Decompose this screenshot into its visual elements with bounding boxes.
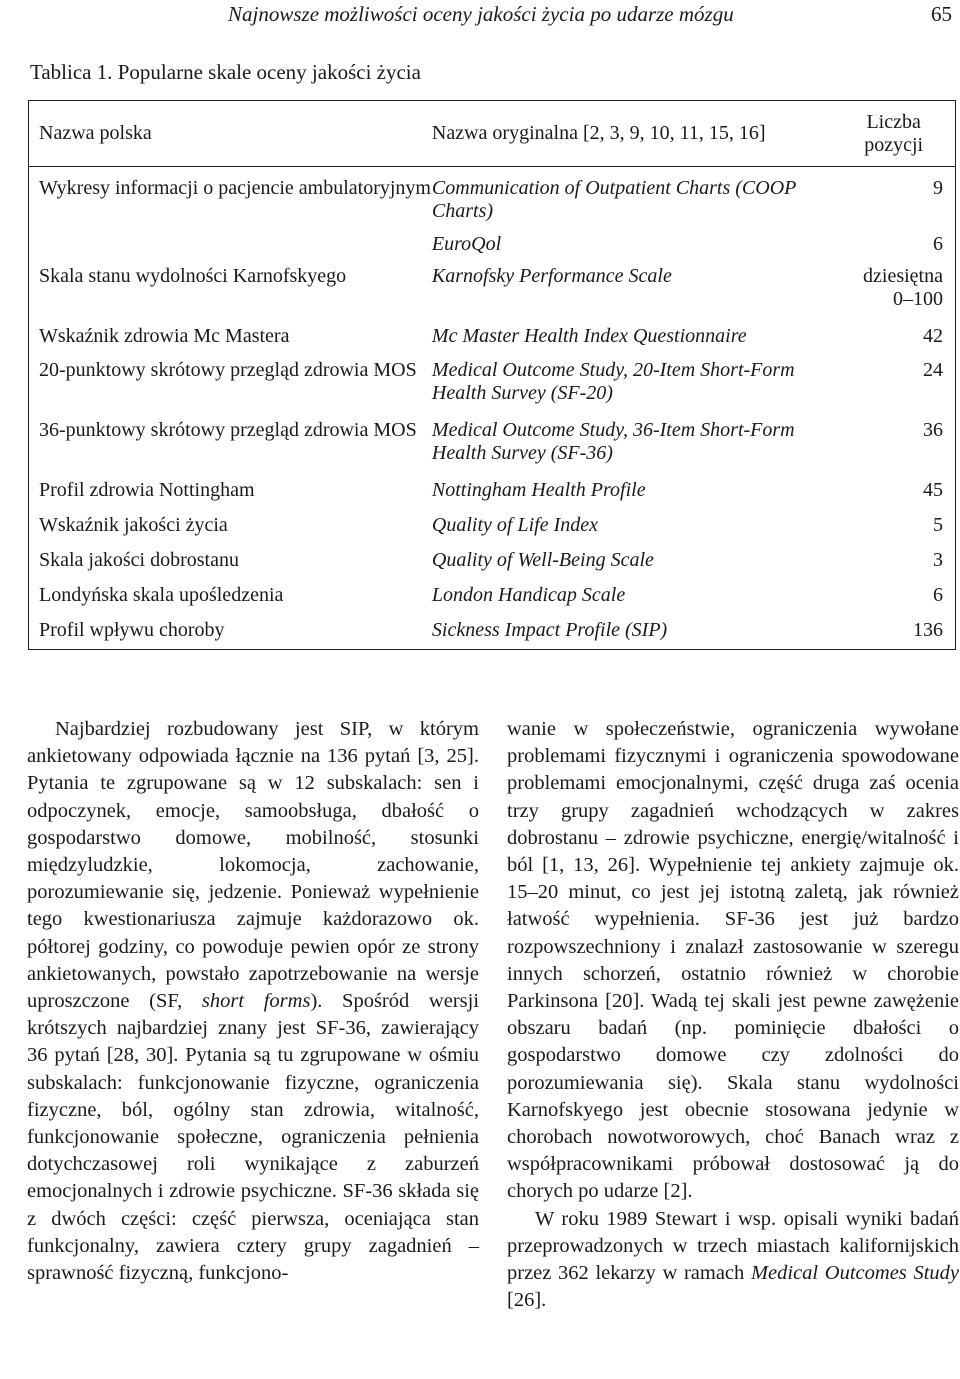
table-row [29,167,956,225]
page-number: 65 [931,2,952,26]
table-header-row [29,101,956,167]
cell-polish: Wskaźnik zdrowia Mc Mastera [29,319,432,353]
paragraph [507,716,959,1206]
cell-polish [29,225,432,261]
cell-original: Medical Outcome Study, 20-Item Short-Form Health Survey (SF-20) [431,358,795,404]
cell-original: Nottingham Health Profile [431,478,646,501]
table-row [29,578,956,613]
paragraph-text: [26]. [507,1289,547,1312]
cell-count-value: 6 [933,583,943,606]
cell-polish: Londyńska skala upośledzenia [29,578,432,613]
cell-count [832,167,955,225]
paragraph-text: Najbardziej rozbudowany jest SIP, w którym ankietowany odpowiada łącznie na 136 pytań [3, 25]. Pytania te zgrupowane są w 12 subskalach: sen i odpoczynek, emocje, samoobsługa, dbałość o gospodarstwo domowe, mobilność, stosunki międzyludzkie, lokomocja, zachowanie, porozumiewanie się, jedzenie. Ponieważ wypełnienie tego kwestionariusza zajmuje każdorazowo ok. półtorej godziny, co powoduje pewien opór ze strony ankietowanych, powstało zapotrzebowanie na wersje uproszczone (SF, [27,718,479,1013]
header-item-count-line2: pozycji [864,133,924,156]
cell-count [832,613,955,650]
cell-count [832,353,955,413]
cell-polish: Skala jakości dobrostanu [29,543,432,578]
italic-term: short forms [201,990,311,1013]
paragraph-text: W roku 1989 Stewart i wsp. opisali wyniki badań przeprowadzonych w trzech miastach kalifornijskich przez 362 lekarzy w ramach [507,1207,959,1285]
cell-count [832,473,955,508]
cell-original: London Handicap Scale [431,583,626,606]
cell-count-value: dziesiętna [863,264,943,287]
table-caption: Tablica 1. Popularne skale oceny jakości życia [30,60,421,84]
table-row [29,613,956,650]
cell-count [832,543,955,578]
cell-count [832,578,955,613]
cell-polish: Skala stanu wydolności Karnofskyego [29,261,432,319]
cell-count [832,225,955,261]
table-row [29,413,956,473]
cell-polish: Wykresy informacji o pacjencie ambulatoryjnym [29,167,432,225]
table-row [29,543,956,578]
cell-count-value: 6 [933,232,943,255]
table-row [29,261,956,319]
paragraph [27,716,479,1287]
paragraph-text: wanie w społeczeństwie, ograniczenia wywołane problemami fizycznymi i ograniczenia spowodowane problemami emocjonalnymi, część druga zaś ocenia trzy grupy zagadnień wchodzących w zakres dobrostanu – zdrowie psychiczne, energię/witalność i ból [1, 13, 26]. Wypełnienie tej ankiety zajmuje ok. 15–20 minut, co jest jej istotną zaletą, jak również łatwość wypełnienia. SF-36 jest już bardzo rozpowszechniony i znalazł zastosowanie w szeregu innych schorzeń, ostatnio również w chorobie Parkinsona [20]. Wadą tej skali jest pewne zawężenie obszaru badań (np. pominięcie dbałości o gospodarstwo domowe czy zdolności do porozumiewania się). Skala stanu wydolności Karnofskyego jest obecnie stosowana jedynie w chorobach nowotworowych, choć Banach wraz z współpracownikami próbował dostosować ją do chorych po udarze [2]. [507,718,959,1203]
running-header [0,2,960,32]
paragraph-text: ). Spośród wersji krótszych najbardziej znany jest SF-36, zawierający 36 pytań [28, 30]. Pytania są tu zgrupowane w ośmiu subskalach: funkcjonowanie fizyczne, ograniczenia fizyczne, ból, ogólny stan zdrowia, witalność, funkcjonowanie społeczne, ograniczenia pełnienia dotychczasowej roli wynikające z zaburzeń emocjonalnych i zdrowie psychiczne. SF-36 składa się z dwóch części: część pierwsza, oceniająca stan funkcjonalny, zawiera cztery grupy zagadnień – sprawność fizyczną, funkcjono- [27,990,480,1285]
cell-count [832,319,955,353]
cell-original: Quality of Well-Being Scale [431,548,654,571]
table-row [29,353,956,413]
cell-original: EuroQol [431,232,502,255]
cell-polish: 20-punktowy skrótowy przegląd zdrowia MOS [29,353,432,413]
cell-count-value: 24 [923,358,943,381]
cell-original: Medical Outcome Study, 36-Item Short-Form Health Survey (SF-36) [431,418,795,464]
body-column-left [27,716,479,1287]
table-row [29,319,956,353]
italic-term: Medical Outcomes Study [750,1262,959,1285]
cell-count-value: 45 [923,478,943,501]
cell-original: Mc Master Health Index Questionnaire [431,324,747,347]
cell-count-value: 136 [913,618,943,641]
cell-polish: Profil zdrowia Nottingham [29,473,432,508]
cell-count-value: 9 [933,177,943,199]
cell-polish: 36-punktowy skrótowy przegląd zdrowia MOS [29,413,432,473]
header-polish-name: Nazwa polska [29,101,432,167]
cell-original: Sickness Impact Profile (SIP) [432,613,832,650]
cell-polish: Wskaźnik jakości życia [29,508,432,543]
header-item-count [832,101,955,167]
table-row [29,508,956,543]
cell-original: Karnofsky Performance Scale [431,264,672,287]
cell-count-value: 42 [923,324,943,347]
table-row [29,225,956,261]
cell-count [832,261,955,319]
cell-original: Quality of Life Index [431,513,598,536]
cell-count-value: 5 [933,513,943,536]
cell-polish: Profil wpływu choroby [29,613,432,650]
cell-count [832,413,955,473]
header-original-name: Nazwa oryginalna [2, 3, 9, 10, 11, 15, 16] [432,101,832,167]
paragraph [507,1206,959,1315]
cell-count-value: 3 [933,548,943,571]
quality-of-life-scales-table [28,100,956,650]
cell-count-range: 0–100 [893,287,943,310]
cell-count [832,508,955,543]
table-row [29,473,956,508]
running-title: Najnowsze możliwości oceny jakości życia po udarze mózgu [228,2,734,26]
body-column-right [507,716,959,1314]
cell-original: Communication of Outpatient Charts (COOP Charts) [431,177,796,222]
header-item-count-line1: Liczba [866,110,921,133]
cell-count-value: 36 [923,418,943,441]
